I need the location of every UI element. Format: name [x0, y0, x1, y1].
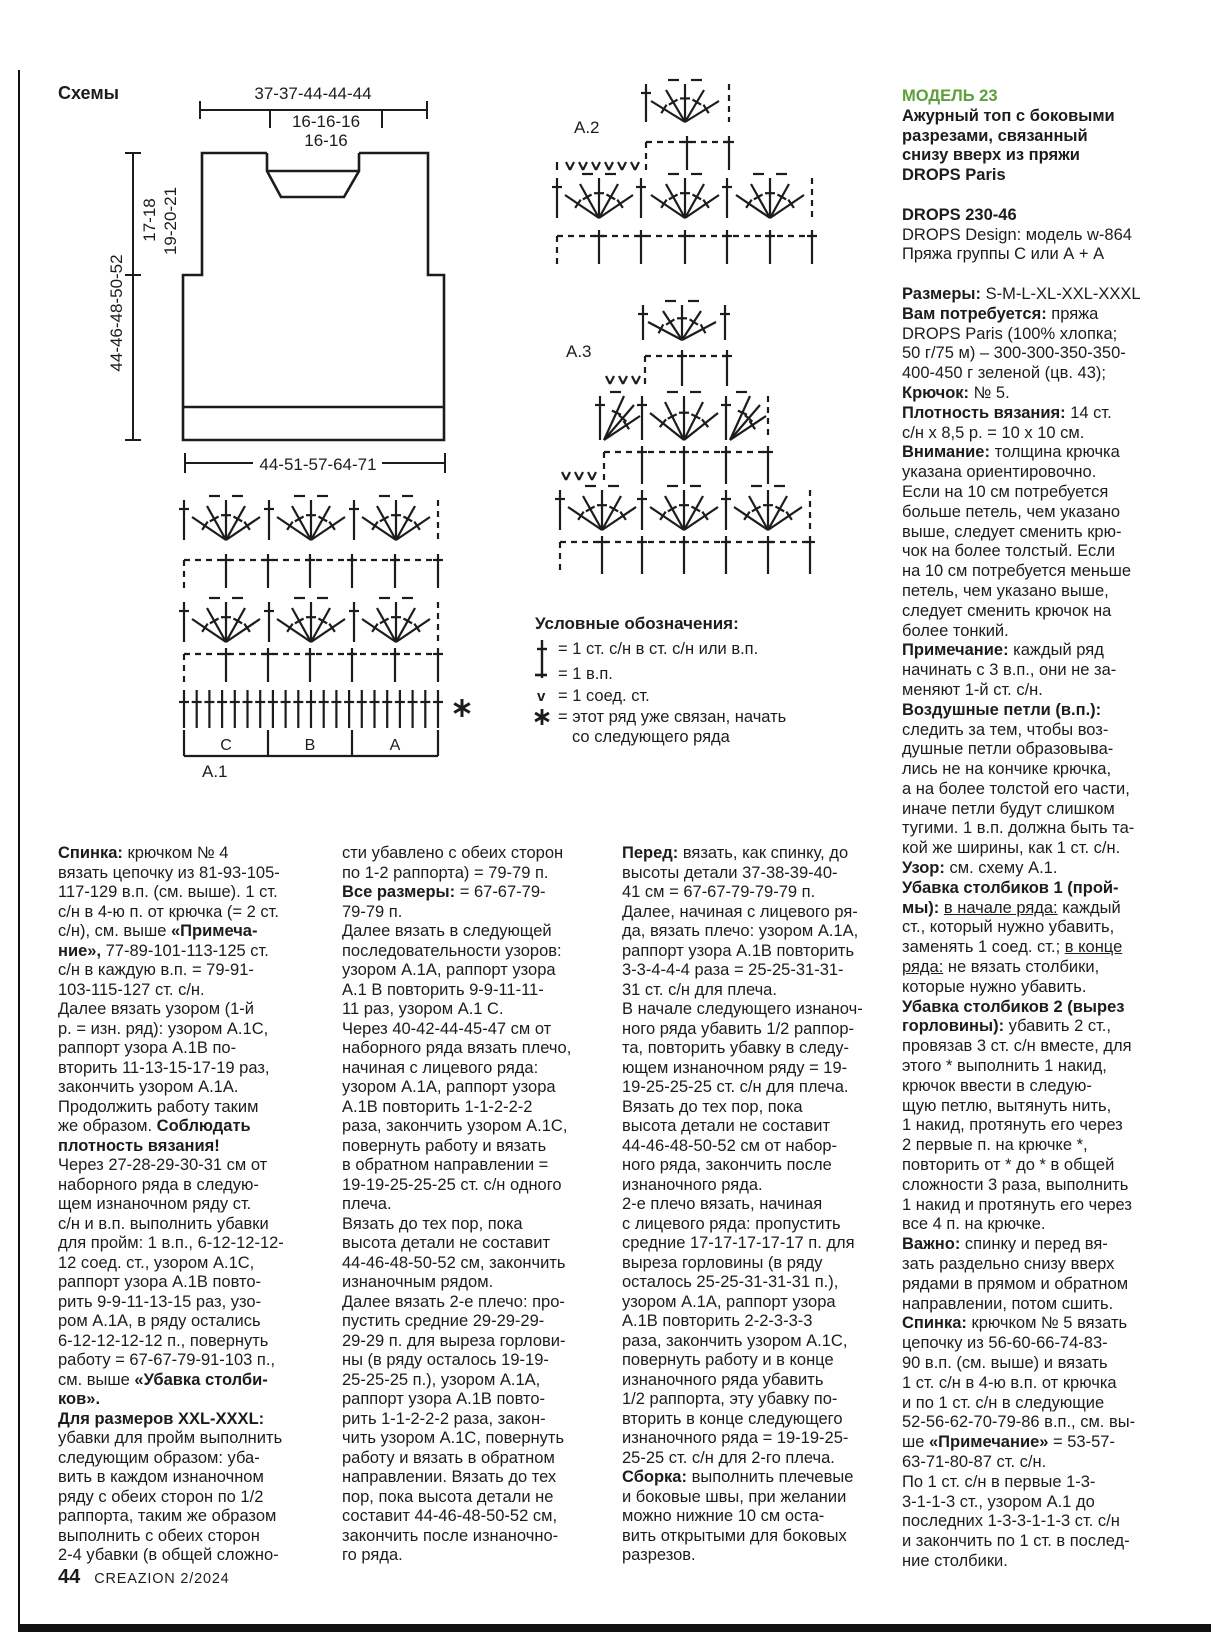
text-line: убавки для пройм выполнить [58, 1429, 283, 1447]
text-line: больше петель, чем указано [902, 502, 1120, 521]
text-line: 400-450 г зеленой (цв. 43); [902, 364, 1106, 383]
text-line: DROPS Paris (100% хлопка; [902, 324, 1118, 343]
legend-title: Условные обозначения: [535, 614, 739, 633]
text-line: В начале следующего изнаноч- [622, 1000, 863, 1018]
text-line: изнаночного ряда убавить [622, 1370, 824, 1389]
text-line: работу и вязать в обратном [342, 1448, 555, 1467]
text-line: А.1 В повторить 9-9-11-11- [342, 980, 544, 999]
text-line: направлении, потом сшить. [902, 1294, 1114, 1313]
text-line: Далее вязать 2-е плечо: про- [342, 1292, 565, 1311]
text-line: наборного ряда в следую- [58, 1175, 259, 1194]
text-line: с/н х 8,5 р. = 10 х 10 см. [902, 423, 1085, 442]
text-line: иначе петли будут слишком [902, 799, 1115, 818]
text-line: повторить от * до * в общей [902, 1156, 1115, 1175]
text-line: Убавка столбиков 1 (прой- [902, 878, 1119, 897]
text-line: раппорт узора А.1В по- [58, 1039, 237, 1057]
text-line: вить открытыми для боковых [622, 1526, 847, 1545]
text-line: 1 ст. с/н в 4-ю в.п. от крючка [902, 1373, 1117, 1392]
instructions-column-3 [622, 844, 890, 1566]
text-line: вить в каждом изнаночном [58, 1468, 264, 1486]
text-line: разрезами, связанный [902, 126, 1088, 145]
text-line: да, вязать плечо: узором А.1А, [622, 922, 859, 940]
text-line: Примечание: каждый ряд [902, 641, 1104, 660]
text-line: высоты детали 37-38-39-40- [622, 863, 838, 882]
text-line: раппорт узора А.1В повто- [342, 1390, 546, 1408]
text-line: Через 27-28-29-30-31 см от [58, 1156, 268, 1174]
text-line: Вам потребуется: пряжа [902, 304, 1099, 323]
schemes-heading: Схемы [58, 83, 120, 103]
magazine-issue: CREAZION 2/2024 [94, 1571, 230, 1587]
text-line: закончить узором А.1А. [58, 1078, 239, 1096]
text-line: вторить в конце следующего [622, 1409, 843, 1428]
text-line: с/н в 4-ю п. от крючка (= 2 ст. [58, 902, 279, 921]
text-line: 19-19-25-25-25 ст. с/н одного [342, 1175, 562, 1194]
text-line: По 1 ст. с/н в первые 1-3- [902, 1472, 1096, 1491]
text-line: Далее, начиная с лицевого ря- [622, 902, 858, 921]
text-line: ков». [58, 1390, 101, 1408]
text-line: та, повторить убавку в следу- [622, 1039, 850, 1057]
chart-a3-label: A.3 [566, 342, 592, 361]
text-line: высота детали не составит [342, 1234, 551, 1252]
text-line: рить 9-9-11-13-15 раз, узо- [58, 1292, 262, 1311]
text-line: следует сменить крючок на [902, 601, 1112, 620]
section-label-c: C [220, 737, 232, 754]
text-line: ны (в ряду осталось 19-19- [342, 1351, 549, 1369]
text-line: последовательности узоров: [342, 941, 562, 960]
page-bottom-rule [18, 1624, 1211, 1632]
text-line: средние 17-17-17-17-17 п. для [622, 1234, 855, 1252]
text-line: Перед: вязать, как спинку, до [622, 844, 849, 862]
text-line: вторить 11-13-15-17-19 раз, [58, 1058, 270, 1077]
text-line: Спинка: крючком № 4 [58, 844, 229, 862]
text-line: с/н в каждую в.п. = 79-91- [58, 961, 254, 979]
text-line: Пряжа группы С или А + А [902, 245, 1105, 264]
text-line: разрезов. [622, 1546, 696, 1564]
section-label-a: A [389, 737, 401, 754]
text-line: Сборка: выполнить плечевые [622, 1468, 854, 1486]
schematic-dimension-lines [125, 101, 445, 473]
slip-stitch-symbol-icon: v [537, 688, 546, 705]
text-line: А.1В повторить 2-2-3-3-3 [622, 1312, 813, 1330]
text-line: повернуть работу и вязать [342, 1136, 547, 1155]
page-left-margin-rule [18, 70, 20, 1624]
text-line: Все размеры: = 67-67-79- [342, 883, 546, 901]
text-line: чить узором А.1С, повернуть [342, 1429, 565, 1447]
measure-neck-width-2: 16-16 [304, 131, 348, 150]
text-line: выше, следует сменить крю- [902, 522, 1122, 541]
text-line: сложности 3 раза, выполнить [902, 1175, 1129, 1194]
text-line: тугими. 1 в.п. должна быть та- [902, 819, 1135, 838]
text-line: кой же ширины, как 1 ст. с/н. [902, 839, 1121, 858]
text-line: этого * выполнить 1 накид, [902, 1057, 1107, 1076]
text-line: ние», 77-89-101-113-125 ст. [58, 941, 269, 960]
text-line: А.1В повторить 1-1-2-2-2 [342, 1097, 533, 1116]
text-line: плотность вязания! [58, 1136, 220, 1155]
text-line: наборного ряда вязать плечо, [342, 1039, 572, 1057]
text-line: 29-29 п. для выреза горлови- [342, 1331, 566, 1350]
text-line: начинать с 3 в.п., они не за- [902, 661, 1117, 680]
text-line: 3-3-4-4-4 раза = 25-25-31-31- [622, 961, 844, 979]
schematic-measurements [107, 84, 377, 474]
text-line: ного ряда убавить 1/2 раппор- [622, 1019, 855, 1038]
text-line: раппорт узора А.1В повторить [622, 941, 855, 960]
text-line: ст., который нужно убавить, [902, 918, 1115, 937]
measure-neck-width: 16-16-16 [291, 112, 361, 131]
text-line: следить за тем, чтобы воз- [902, 720, 1109, 739]
text-line: повернуть работу и в конце [622, 1351, 834, 1369]
text-line: 1 накид и протянуть его через [902, 1195, 1132, 1214]
text-line: МОДЕЛЬ 23 [902, 87, 998, 105]
chart-a3 [530, 292, 850, 592]
legend-item-star: = этот ряд уже связан, начать [558, 708, 787, 726]
text-line: и по 1 ст. с/н в следующие [902, 1393, 1105, 1412]
text-line: указана ориентировочно. [902, 463, 1097, 482]
text-line: 6-12-12-12-12 п., повернуть [58, 1331, 269, 1350]
text-line: Через 40-42-44-45-47 см от [342, 1019, 552, 1038]
text-line: же образом. Соблюдать [58, 1117, 251, 1135]
text-line: узором А.1А, раппорт узора [622, 1292, 836, 1311]
text-line: петель, чем указано выше, [902, 581, 1109, 600]
text-line: го ряда. [342, 1546, 403, 1564]
text-line: 50 г/75 м) – 300-300-350-350- [902, 344, 1126, 363]
text-line: чок на более толстый. Если [902, 542, 1116, 561]
chart-a1-section-labels [220, 737, 400, 754]
text-line: 2 первые п. на крючке *, [902, 1136, 1088, 1155]
text-line: ше «Примечание» = 53-57- [902, 1433, 1115, 1452]
text-line: 103-115-127 ст. с/н. [58, 980, 205, 999]
chart-a3-symbols [555, 301, 815, 574]
text-line: высота детали не составит [622, 1117, 831, 1135]
text-line: цепочку из 56-60-66-74-83- [902, 1334, 1108, 1353]
text-line: см. выше «Убавка столби- [58, 1370, 268, 1389]
text-line: 25-25 ст. с/н для 2-го плеча. [622, 1448, 835, 1467]
text-line: Если на 10 см потребуется [902, 482, 1109, 501]
instructions-column-1 [58, 844, 326, 1566]
legend-item-slst: = 1 соед. ст. [558, 687, 650, 705]
text-line: душные петли образовыва- [902, 740, 1114, 759]
measure-top-width: 37-37-44-44-44 [254, 84, 372, 103]
text-line: 12 соед. ст., узором А.1С, [58, 1253, 255, 1272]
text-line: крючок ввести в следую- [902, 1076, 1092, 1095]
text-line: Вязать до тех пор, пока [622, 1097, 803, 1116]
text-line: выреза горловины (в ряду [622, 1253, 823, 1272]
text-line [902, 186, 1202, 206]
legend-item-chain: = 1 в.п. [558, 665, 613, 683]
text-line: Далее вязать в следующей [342, 922, 552, 940]
text-line: щую петлю, вытянуть нить, [902, 1096, 1112, 1115]
text-line: 3-1-1-3 ст., узором А.1 до [902, 1492, 1095, 1511]
text-line: мы): в начале ряда: каждый [902, 898, 1121, 917]
text-line: следующим образом: уба- [58, 1448, 260, 1467]
text-line: Важно: спинку и перед вя- [902, 1235, 1108, 1254]
legend-item-star-line2: со следующего ряда [572, 728, 730, 746]
text-line: ного ряда, закончить после [622, 1156, 832, 1174]
text-line: направлении. Вязать до тех [342, 1468, 557, 1486]
text-line: с/н), см. выше «Примеча- [58, 922, 258, 940]
text-line: Размеры: S-M-L-XL-XXL-XXXL [902, 284, 1141, 303]
text-line: Для размеров XXL-XXXL: [58, 1409, 265, 1428]
row-done-star-icon [533, 708, 551, 726]
text-line: провязав 3 ст. с/н вместе, для [902, 1037, 1132, 1056]
text-line: более тонкий. [902, 621, 1009, 640]
text-line: 1/2 раппорта, эту убавку по- [622, 1390, 838, 1408]
text-line: Узор: см. схему А.1. [902, 859, 1058, 878]
text-line [902, 265, 1202, 285]
text-line: а на более толстой его части, [902, 779, 1130, 798]
text-line: заменять 1 соед. ст.; в конце [902, 938, 1123, 957]
chart-a2 [530, 72, 840, 272]
text-line: с/н и в.п. выполнить убавки [58, 1214, 269, 1233]
text-line: 25-25-25 п.), узором А.1А, [342, 1370, 541, 1389]
text-line: 19-25-25-25 ст. с/н для плеча. [622, 1078, 849, 1096]
chart-a2-symbols [552, 80, 817, 264]
chain-symbol-icon [534, 672, 550, 678]
text-line: 44-46-48-50-52 см от набор- [622, 1136, 838, 1155]
measure-armhole-depth: 17-18 [140, 198, 159, 242]
text-line: и боковые швы, при желании [622, 1487, 847, 1506]
text-line: Внимание: толщина крючка [902, 443, 1120, 462]
text-line: DROPS 230-46 [902, 205, 1017, 224]
text-line: 63-71-80-87 ст. с/н. [902, 1452, 1047, 1471]
legend-item-dc: = 1 ст. с/н в ст. с/н или в.п. [558, 640, 759, 658]
text-line: 117-129 в.п. (см. выше). 1 ст. [58, 883, 278, 901]
instructions-column-2 [342, 844, 610, 1566]
text-line: осталось 25-25-31-31-31 п.), [622, 1273, 839, 1291]
text-line: изнаночного ряда = 19-19-25- [622, 1429, 849, 1447]
text-line: начиная с лицевого ряда: [342, 1058, 539, 1077]
text-line: зать раздельно снизу вверх [902, 1255, 1115, 1274]
text-line: щем изнаночном ряду ст. [58, 1195, 252, 1213]
text-line: составит 44-46-48-50-52 см, [342, 1507, 558, 1525]
text-line: раза, закончить узором А.1С, [622, 1331, 848, 1350]
text-line: 2-4 убавки (в общей сложно- [58, 1546, 279, 1564]
text-line: 11 раз, узором А.1 С. [342, 1000, 504, 1018]
text-line: Спинка: крючком № 5 вязать [902, 1314, 1128, 1333]
pattern-sidebar [902, 87, 1202, 1572]
text-line: ющем изнаночном ряду = 19- [622, 1058, 848, 1077]
text-line: 41 см = 67-67-79-79-79 п. [622, 883, 816, 901]
text-line: р. = изн. ряд): узором А.1С, [58, 1019, 269, 1038]
text-line: DROPS Design: модель w-864 [902, 225, 1132, 244]
text-line: меняют 1-й ст. с/н. [902, 680, 1043, 699]
text-line: для пройм: 1 в.п., 6-12-12-12- [58, 1234, 284, 1252]
text-line: раппорт узора А.1В повто- [58, 1273, 262, 1291]
page-number: 44 [58, 1566, 81, 1588]
text-line: пор, пока высота детали не [342, 1487, 554, 1506]
text-line: работу = 67-67-79-91-103 п., [58, 1351, 276, 1369]
text-line: узором А.1А, раппорт узора [342, 1078, 556, 1096]
text-line: изнаночным рядом. [342, 1273, 494, 1291]
text-line: ние столбики. [902, 1551, 1008, 1570]
text-line: все 4 п. на крючке. [902, 1215, 1046, 1234]
text-line: Ажурный топ с боковыми [902, 106, 1115, 125]
text-line: 44-46-48-50-52 см, закончить [342, 1253, 566, 1272]
text-line: изнаночного ряда. [622, 1175, 763, 1194]
text-line: выполнить с обеих сторон [58, 1526, 260, 1545]
chart-a1 [140, 478, 485, 773]
text-line: раппорта, таким же образом [58, 1507, 277, 1525]
text-line: рить 1-1-2-2-2 раза, закон- [342, 1409, 546, 1428]
text-line: Воздушные петли (в.п.): [902, 700, 1102, 719]
garment-outline [183, 153, 444, 440]
text-line: с лицевого ряда: пропустить [622, 1214, 841, 1233]
text-line: по 1-2 раппорта) = 79-79 п. [342, 863, 549, 882]
text-line: и закончить по 1 ст. в послед- [902, 1532, 1130, 1551]
text-line: 31 ст. с/н для плеча. [622, 980, 777, 999]
text-line: Плотность вязания: 14 ст. [902, 403, 1112, 422]
text-line: 79-79 п. [342, 902, 403, 921]
text-line: плеча. [342, 1195, 392, 1213]
text-line: можно нижние 10 см оста- [622, 1507, 825, 1525]
chart-a1-symbols [179, 496, 470, 756]
chart-a1-label: A.1 [202, 762, 228, 781]
chart-a2-label: A.2 [574, 118, 600, 137]
text-line: Продолжить работу таким [58, 1097, 259, 1116]
text-line: 90 в.п. (см. выше) и вязать [902, 1354, 1108, 1372]
text-line: ряду с обеих сторон по 1/2 [58, 1487, 264, 1506]
text-line: ряда: не вязать столбики, [902, 958, 1100, 977]
text-line: которые нужно убавить. [902, 977, 1087, 996]
text-line: вязать цепочку из 81-93-105- [58, 863, 280, 882]
text-line: Крючок: № 5. [902, 383, 1010, 402]
text-line: рядами в прямом и обратном [902, 1274, 1129, 1293]
text-line: на 10 см потребуется меньше [902, 562, 1132, 581]
text-line: последних 1-3-3-1-1-3 ст. с/н [902, 1512, 1120, 1531]
text-line: горловины): убавить 2 ст., [902, 1017, 1111, 1036]
text-line: раза, закончить узором А.1С, [342, 1117, 568, 1135]
measure-total-height: 44-46-48-50-52 [107, 254, 126, 372]
text-line: лись не на кончике крючка, [902, 760, 1112, 779]
garment-schematic [50, 80, 470, 485]
text-line: 1 накид, протянуть его через [902, 1116, 1123, 1135]
measure-bottom-width: 44-51-57-64-71 [259, 455, 377, 474]
text-line: Вязать до тех пор, пока [342, 1214, 523, 1233]
text-line: закончить после изнаночно- [342, 1526, 559, 1545]
text-line: DROPS Paris [902, 166, 1006, 185]
section-label-b: B [304, 737, 316, 754]
page-footer [58, 1566, 230, 1589]
text-line: Далее вязать узором (1-й [58, 1000, 255, 1018]
text-line: узором А.1А, раппорт узора [342, 961, 556, 979]
text-line: 52-56-62-70-79-86 в.п., см. вы- [902, 1413, 1136, 1432]
measure-armhole-depth-2: 19-20-21 [161, 186, 180, 256]
text-line: снизу вверх из пряжи [902, 146, 1080, 165]
text-line: 2-е плечо вязать, начиная [622, 1195, 823, 1213]
text-line: Убавка столбиков 2 (вырез [902, 997, 1125, 1016]
text-line: сти убавлено с обеих сторон [342, 844, 564, 862]
text-line: в обратном направлении = [342, 1156, 549, 1174]
text-line: пустить средние 29-29-29- [342, 1312, 545, 1330]
text-line: ром А.1А, в ряду остались [58, 1312, 261, 1330]
